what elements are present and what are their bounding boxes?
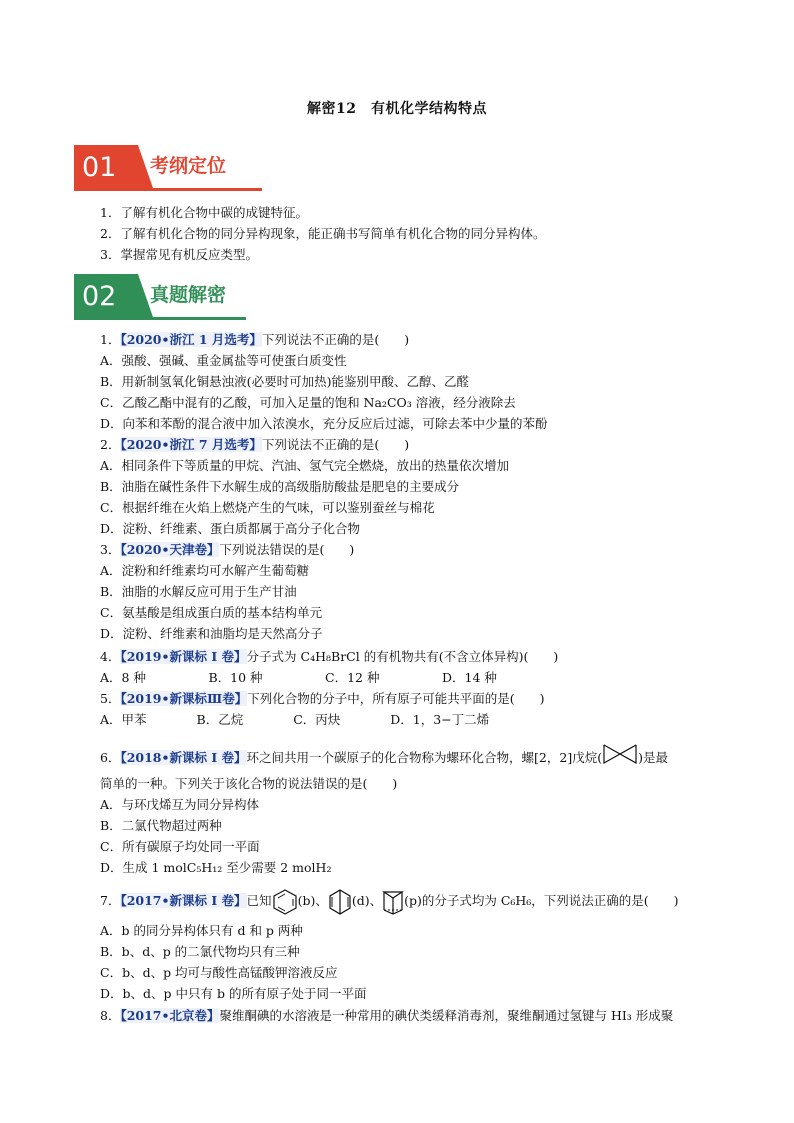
prismane-structure (382, 894, 404, 910)
section-header-02 (74, 274, 246, 320)
dewar-benzene-structure (328, 894, 352, 910)
question-number: 3． (100, 542, 121, 557)
syllabus-item-3: 3．掌握常见有机反应类型。 (100, 247, 258, 262)
option-d: D．生成 1 molC₅H₁₂ 至少需要 2 molH₂ (100, 860, 332, 875)
benzene-structure (272, 894, 298, 910)
option-c: C．根据纤维在火焰上燃烧产生的气味，可以鉴别蚕丝与棉花 (100, 500, 435, 515)
question-source-tag: 【2020•天津卷】 (120, 542, 220, 557)
spiropentane-structure (602, 751, 638, 767)
option-d: D．b、d、p 中只有 b 的所有原子处于同一平面 (100, 986, 367, 1001)
prismane-icon (382, 889, 404, 915)
syllabus-item-1: 1．了解有机化合物中碳的成键特征。 (100, 205, 308, 220)
question-stem: 下列说法不正确的是( ) (261, 332, 410, 347)
question-source-tag: 【2017•北京卷】 (120, 1008, 220, 1023)
question-source-tag: 【2019•新课标 I 卷】 (120, 649, 247, 664)
option-c: C．所有碳原子均处同一平面 (100, 839, 260, 854)
question-stem: 聚维酮碘的水溶液是一种常用的碘伏类缓释消毒剂，聚维酮通过氢键与 HI₃ 形成聚 (219, 1008, 674, 1023)
label-b: (b)、 (297, 893, 328, 908)
options-row: A．8 种 B．10 种 C．12 种 D．14 种 (100, 670, 497, 685)
option-b: B．二氯代物超过两种 (100, 818, 222, 833)
question-3 (100, 542, 354, 558)
options-row: A．甲苯 B．乙烷 C．丙炔 D．1，3−丁二烯 (100, 712, 490, 727)
label-p: (p)的分子式均为 C₆H₆，下列说法正确的是( ) (404, 893, 679, 908)
question-number: 8． (100, 1008, 121, 1023)
question-source-tag: 【2020•浙江 1 月选考】 (120, 332, 262, 347)
option-a: A．相同条件下等质量的甲烷、汽油、氢气完全燃烧，放出的热量依次增加 (100, 458, 510, 473)
option-d: D．淀粉、纤维素和油脂均是天然高分子 (100, 626, 323, 641)
question-number: 2． (100, 437, 121, 452)
question-number: 6． (100, 750, 121, 765)
option-b: B．用新制氢氧化铜悬浊液(必要时可加热)能鉴别甲酸、乙醇、乙醛 (100, 374, 469, 389)
section-number: 02 (82, 281, 117, 312)
question-1 (100, 332, 409, 348)
question-number: 7． (100, 893, 121, 908)
option-a: A．b 的同分异构体只有 d 和 p 两种 (100, 923, 303, 938)
syllabus-item-2: 2．了解有机化合物的同分异构现象，能正确书写简单有机化合物的同分异构体。 (100, 226, 546, 241)
question-source-tag: 【2019•新课标Ⅲ卷】 (120, 691, 248, 706)
label-d: (d)、 (351, 893, 383, 908)
spiropentane-icon (602, 743, 638, 765)
option-a: A．淀粉和纤维素均可水解产生葡萄糖 (100, 563, 310, 578)
question-source-tag: 【2017•新课标 I 卷】 (120, 893, 247, 908)
option-d: D．淀粉、纤维素、蛋白质都属于高分子化合物 (100, 521, 361, 536)
benzene-icon (272, 889, 298, 915)
dewar-benzene-icon (328, 889, 352, 915)
question-8 (100, 1008, 673, 1024)
section-label: 考纲定位 (150, 155, 227, 177)
question-source-tag: 【2020•浙江 7 月选考】 (120, 437, 262, 452)
option-b: B．油脂的水解反应可用于生产甘油 (100, 584, 297, 599)
page-title: 解密12 有机化学结构特点 (307, 101, 487, 117)
question-6-line-2: 简单的一种。下列关于该化合物的说法错误的是( ) (100, 776, 398, 791)
option-b: B．b、d、p 的二氯代物均只有三种 (100, 944, 300, 959)
option-a: A．强酸、强碱、重金属盐等可使蛋白质变性 (100, 353, 347, 368)
section-number: 01 (82, 152, 117, 183)
question-4 (100, 649, 558, 665)
question-6 (100, 750, 668, 767)
question-7 (100, 893, 679, 910)
question-stem: 环之间共用一个碳原子的化合物称为螺环化合物，螺[2，2]戊烷( (246, 750, 603, 765)
question-stem: 下列说法错误的是( ) (219, 542, 355, 557)
question-stem: 分子式为 C₄H₈BrCl 的有机物共有(不含立体异构)( ) (246, 649, 559, 664)
option-c: C．乙酸乙酯中混有的乙酸，可加入足量的饱和 Na₂CO₃ 溶液，经分液除去 (100, 395, 516, 410)
option-b: B．油脂在碱性条件下水解生成的高级脂肪酸盐是肥皂的主要成分 (100, 479, 460, 494)
question-stem: 已知 (246, 893, 272, 908)
question-number: 5． (100, 691, 121, 706)
option-c: C．b、d、p 均可与酸性高锰酸钾溶液反应 (100, 965, 338, 980)
question-2 (100, 437, 409, 453)
question-stem-cont: )是最 (638, 750, 668, 765)
question-stem: 下列说法不正确的是( ) (261, 437, 410, 452)
section-underline (74, 188, 262, 191)
section-header-01 (74, 145, 262, 191)
question-number: 1． (100, 332, 121, 347)
option-a: A．与环戊烯互为同分异构体 (100, 797, 260, 812)
option-c: C．氨基酸是组成蛋白质的基本结构单元 (100, 605, 323, 620)
section-label: 真题解密 (150, 284, 227, 306)
section-underline (74, 317, 246, 320)
option-d: D．向苯和苯酚的混合液中加入浓溴水，充分反应后过滤，可除去苯中少量的苯酚 (100, 416, 548, 431)
question-5 (100, 691, 544, 707)
question-number: 4． (100, 649, 121, 664)
question-stem: 下列化合物的分子中，所有原子可能共平面的是( ) (247, 691, 545, 706)
question-source-tag: 【2018•新课标 I 卷】 (120, 750, 247, 765)
